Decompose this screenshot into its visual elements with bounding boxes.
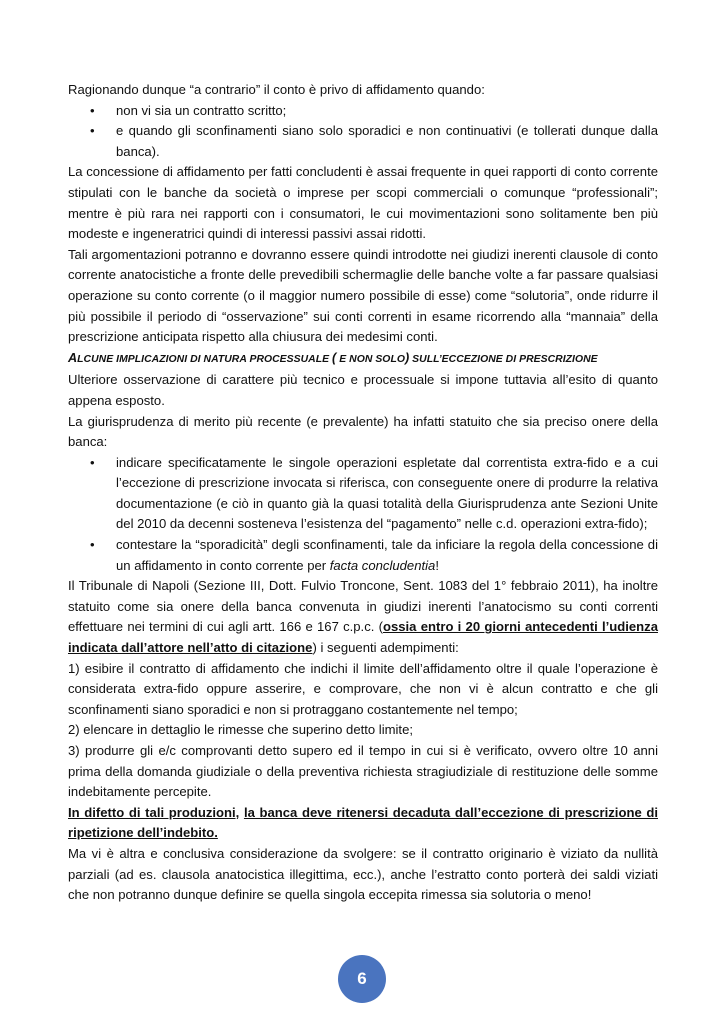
bullet-icon: •	[90, 102, 95, 118]
paragraph-observation: Ulteriore osservazione di carattere più tecnico e processuale si impone tuttavia all’esito di quanto appena esposto.	[68, 372, 658, 408]
bullet-list-conditions	[68, 101, 658, 163]
section-heading: ALCUNE IMPLICAZIONI DI NATURA PROCESSUALE ( E NON SOLO) SULL’ECCEZIONE DI PRESCRIZIONE	[68, 350, 598, 365]
bullet-icon: •	[90, 537, 95, 553]
paragraph-intro: Ragionando dunque “a contrario” il conto è privo di affidamento quando:	[68, 82, 485, 97]
list-item: • e quando gli sconfinamenti siano solo sporadici e non continuativi (e tollerati dunque dalla banca).	[90, 123, 658, 159]
bullet-list-obligations	[68, 453, 658, 577]
bullet-icon: •	[90, 454, 95, 470]
emphasis-deadline: ossia entro i 20 giorni antecedenti l’udienza indicata dall’attore nell’atto di citazione	[68, 619, 658, 656]
paragraph-final: Ma vi è altra e conclusiva considerazione da svolgere: se il contratto originario è viziato da nullità parziali (ad es. clausola anatocistica illegittima, ecc.), anche l’estratto conto porterà dei saldi viziati che non potranno dunque definire se quella singola eccepita rimessa sia solutoria o meno!	[68, 845, 658, 903]
bullet-icon: •	[90, 123, 95, 139]
paragraph-jurisprudence: La giurisprudenza di merito più recente (e prevalente) ha infatti statuito che sia preciso onere della banca:	[68, 413, 658, 450]
list-item: • non vi sia un contratto scritto;	[68, 101, 658, 122]
step-item: 1) esibire il contratto di affidamento che indichi il limite dell’affidamento oltre il quale l’operazione è considerata extra-fido oppure asserire, e comprovare, che non vi è alcun contratto e che gli sconfinamenti siano sporadici e non si protraggano costantemente nel tempo;	[68, 660, 658, 717]
paragraph-concession: La concessione di affidamento per fatti concludenti è assai frequente in quei rapporti di conto corrente stipulati con le banche da società o imprese per scopi commerciali o comunque “professionali”; mentre è più rara nei rapporti con i consumatori, le cui movimentazioni sono solitamente ben più modeste e ingeneratrici quindi di interessi passivi assai ridotti.	[68, 164, 658, 242]
list-item: • indicare specificatamente le singole operazioni espletate dal correntista extra-fido e a cui l’eccezione di prescrizione invocata si riferisca, con conseguente onere di produrre la relativa documentazione (e ciò in quanto già la quasi totalità della Giurisprudenza ante Sezioni Unite del 2010 da decenni sosteneva l’esistenza del “pagamento” nelle c.d. operazioni extra-fido);	[90, 454, 658, 532]
list-item: • contestare la “sporadicità” degli sconfinamenti, tale da inficiare la regola della concessione di un affidamento in conto corrente per facta concludentia!	[90, 537, 658, 573]
document-body	[68, 80, 658, 906]
paragraph-tribunal: Il Tribunale di Napoli (Sezione III, Dott. Fulvio Troncone, Sent. 1083 del 1° febbraio 2011), ha inoltre statuito come sia onere della banca convenuta in giudizi inerenti l’anatocismo su conti correnti effettuare nei termini di cui agli artt. 166 e 167 c.p.c. (ossia entro i 20 giorni antecedenti l’udienza indicata dall’attore nell’atto di citazione) i seguenti adempimenti:	[68, 578, 658, 656]
paragraph-conclusion: In difetto di tali produzioni, la banca deve ritenersi decaduta dall’eccezione di prescrizione di ripetizione dell’indebito.	[68, 804, 658, 841]
step-item: 2) elencare in dettaglio le rimesse che superino detto limite;	[68, 722, 413, 738]
step-item: 3) produrre gli e/c comprovanti detto supero ed il tempo in cui si è verificato, ovvero oltre 10 anni prima della domanda giudiziale o della preventiva richiesta stragiudiziale di restituzione delle somme indebitamente percepite.	[68, 743, 658, 800]
paragraph-arguments: Tali argomentazioni potranno e dovranno essere quindi introdotte nei giudizi inerenti clausole di conto corrente anatocistiche a fronte delle prevedibili schermaglie delle banche volte a far passare qualsiasi operazione su conto corrente (o il maggior numero possibile di esse) come “solutoria”, onde ridurre il più possibile il periodo di “osservazione” sui conti correnti in esame ricorrendo alla “mannaia” della prescrizione anticipata rispetto alla chiusura dei medesimi conti.	[68, 246, 658, 345]
page-number-badge: 6	[338, 955, 386, 1003]
